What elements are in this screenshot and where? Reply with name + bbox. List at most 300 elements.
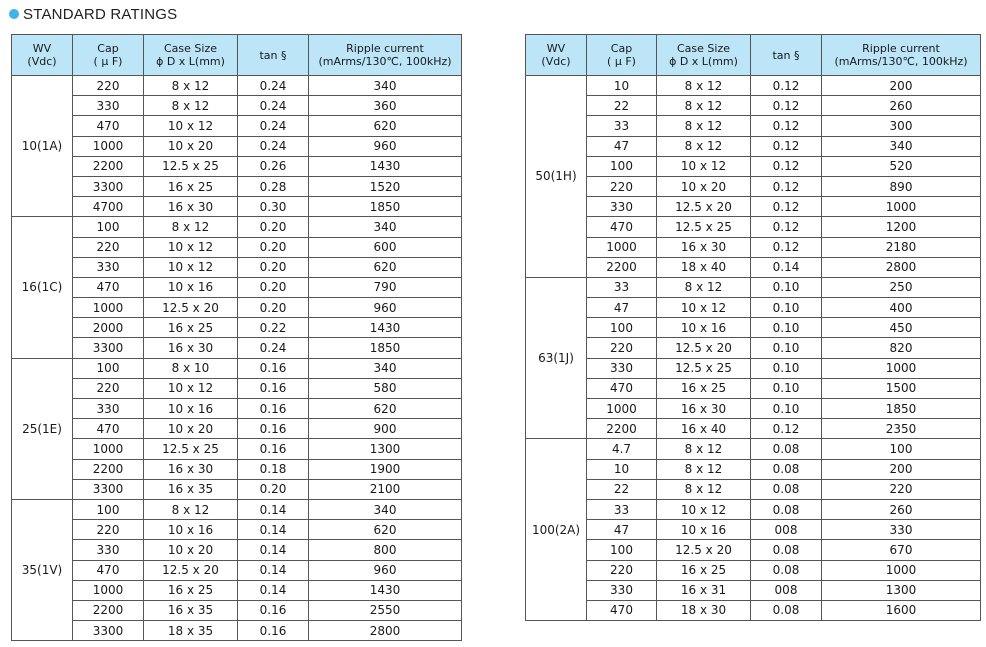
table-row <box>526 358 981 378</box>
ripple-current-cell: 620 <box>309 116 462 136</box>
ripple-current-cell: 1000 <box>822 197 981 217</box>
ripple-current-cell: 820 <box>822 338 981 358</box>
wv-cell: 50(1H) <box>526 76 587 278</box>
case-size-cell: 10 x 12 <box>657 499 751 519</box>
case-size-cell: 8 x 12 <box>657 96 751 116</box>
tan-cell: 0.10 <box>751 399 822 419</box>
ripple-current-cell: 1430 <box>309 156 462 176</box>
tan-cell: 0.14 <box>238 580 309 600</box>
case-size-cell: 8 x 12 <box>657 116 751 136</box>
table-row <box>526 156 981 176</box>
table-row <box>12 600 462 620</box>
tan-cell: 008 <box>751 520 822 540</box>
table-row <box>526 520 981 540</box>
wv-cell: 25(1E) <box>12 358 73 499</box>
tan-cell: 0.14 <box>238 499 309 519</box>
ripple-current-cell: 340 <box>822 136 981 156</box>
case-size-cell: 8 x 12 <box>144 76 238 96</box>
table-row <box>12 277 462 297</box>
tan-cell: 0.08 <box>751 499 822 519</box>
cap-cell: 220 <box>587 176 657 196</box>
cap-cell: 33 <box>587 277 657 297</box>
table-row <box>12 399 462 419</box>
tan-cell: 0.12 <box>751 156 822 176</box>
ripple-current-cell: 1900 <box>309 459 462 479</box>
ripple-current-cell: 1850 <box>309 338 462 358</box>
table-row <box>526 540 981 560</box>
case-size-cell: 10 x 16 <box>144 520 238 540</box>
cap-cell: 2000 <box>73 318 144 338</box>
case-size-cell: 12.5 x 25 <box>657 358 751 378</box>
table-row <box>12 318 462 338</box>
cap-cell: 3300 <box>73 176 144 196</box>
cap-cell: 470 <box>587 378 657 398</box>
table-row <box>12 520 462 540</box>
cap-cell: 100 <box>73 217 144 237</box>
tan-cell: 0.12 <box>751 419 822 439</box>
header-wv: WV (Vdc) <box>526 35 587 76</box>
cap-cell: 3300 <box>73 338 144 358</box>
tan-cell: 0.14 <box>238 540 309 560</box>
tan-cell: 0.26 <box>238 156 309 176</box>
tan-cell: 0.24 <box>238 116 309 136</box>
ripple-current-cell: 620 <box>309 399 462 419</box>
tan-cell: 0.12 <box>751 136 822 156</box>
header-wv: WV (Vdc) <box>12 35 73 76</box>
tan-cell: 0.12 <box>751 76 822 96</box>
table-row <box>526 176 981 196</box>
case-size-cell: 16 x 30 <box>657 237 751 257</box>
ripple-current-cell: 2100 <box>309 479 462 499</box>
cap-cell: 330 <box>73 96 144 116</box>
cap-cell: 1000 <box>73 580 144 600</box>
table-row <box>12 197 462 217</box>
case-size-cell: 10 x 20 <box>144 136 238 156</box>
ripple-current-cell: 300 <box>822 116 981 136</box>
table-row <box>526 580 981 600</box>
ripple-current-cell: 200 <box>822 459 981 479</box>
ripple-current-cell: 1850 <box>309 197 462 217</box>
table-row <box>12 479 462 499</box>
tan-cell: 0.20 <box>238 298 309 318</box>
cap-cell: 100 <box>587 318 657 338</box>
cap-cell: 100 <box>73 499 144 519</box>
table-row <box>12 358 462 378</box>
cap-cell: 10 <box>587 459 657 479</box>
table-row <box>526 338 981 358</box>
case-size-cell: 10 x 12 <box>657 156 751 176</box>
tan-cell: 0.22 <box>238 318 309 338</box>
cap-cell: 2200 <box>73 459 144 479</box>
case-size-cell: 8 x 12 <box>144 96 238 116</box>
case-size-cell: 8 x 12 <box>657 136 751 156</box>
tan-cell: 0.14 <box>238 560 309 580</box>
ripple-current-cell: 580 <box>309 378 462 398</box>
table-row <box>12 96 462 116</box>
cap-cell: 47 <box>587 520 657 540</box>
tan-cell: 0.24 <box>238 96 309 116</box>
table-row <box>526 96 981 116</box>
section-heading-text: STANDARD RATINGS <box>23 5 178 23</box>
table-row <box>12 419 462 439</box>
case-size-cell: 8 x 12 <box>657 76 751 96</box>
tan-cell: 0.14 <box>238 520 309 540</box>
case-size-cell: 16 x 30 <box>144 197 238 217</box>
ripple-current-cell: 340 <box>309 76 462 96</box>
cap-cell: 1000 <box>73 298 144 318</box>
ripple-current-cell: 2350 <box>822 419 981 439</box>
cap-cell: 47 <box>587 136 657 156</box>
tan-cell: 0.28 <box>238 176 309 196</box>
table-row <box>12 217 462 237</box>
table-row <box>526 76 981 96</box>
table-row <box>12 257 462 277</box>
table-row <box>12 136 462 156</box>
ripple-current-cell: 220 <box>822 479 981 499</box>
table-row <box>12 540 462 560</box>
header-case-size: Case Size ϕ D x L(mm) <box>144 35 238 76</box>
table-row <box>12 176 462 196</box>
tan-cell: 0.10 <box>751 338 822 358</box>
table-row <box>526 378 981 398</box>
ripple-current-cell: 670 <box>822 540 981 560</box>
ripple-current-cell: 100 <box>822 439 981 459</box>
ripple-current-cell: 1850 <box>822 399 981 419</box>
ripple-current-cell: 340 <box>309 358 462 378</box>
table-row <box>12 439 462 459</box>
tan-cell: 0.16 <box>238 378 309 398</box>
tan-cell: 0.08 <box>751 459 822 479</box>
wv-cell: 16(1C) <box>12 217 73 358</box>
case-size-cell: 16 x 30 <box>144 459 238 479</box>
tan-cell: 0.08 <box>751 439 822 459</box>
case-size-cell: 16 x 35 <box>144 600 238 620</box>
tan-cell: 0.16 <box>238 419 309 439</box>
case-size-cell: 12.5 x 25 <box>657 217 751 237</box>
tan-cell: 0.12 <box>751 96 822 116</box>
table-row <box>526 217 981 237</box>
tan-cell: 0.12 <box>751 237 822 257</box>
tan-cell: 0.12 <box>751 197 822 217</box>
tan-cell: 0.10 <box>751 378 822 398</box>
case-size-cell: 10 x 16 <box>144 399 238 419</box>
case-size-cell: 16 x 25 <box>657 560 751 580</box>
cap-cell: 33 <box>587 499 657 519</box>
header-case-size: Case Size ϕ D x L(mm) <box>657 35 751 76</box>
ripple-current-cell: 800 <box>309 540 462 560</box>
ripple-current-cell: 600 <box>309 237 462 257</box>
case-size-cell: 16 x 31 <box>657 580 751 600</box>
case-size-cell: 18 x 35 <box>144 621 238 641</box>
ratings-body-left <box>12 76 462 641</box>
case-size-cell: 10 x 20 <box>657 176 751 196</box>
table-row <box>526 136 981 156</box>
case-size-cell: 16 x 30 <box>144 338 238 358</box>
cap-cell: 100 <box>587 540 657 560</box>
case-size-cell: 12.5 x 20 <box>657 540 751 560</box>
tan-cell: 0.20 <box>238 217 309 237</box>
header-cap: Cap ( μ F) <box>587 35 657 76</box>
ratings-table-right <box>525 34 981 621</box>
cap-cell: 3300 <box>73 621 144 641</box>
case-size-cell: 12.5 x 25 <box>144 156 238 176</box>
table-row <box>526 459 981 479</box>
ripple-current-cell: 900 <box>309 419 462 439</box>
cap-cell: 4700 <box>73 197 144 217</box>
case-size-cell: 10 x 12 <box>144 116 238 136</box>
header-cap: Cap ( μ F) <box>73 35 144 76</box>
cap-cell: 220 <box>73 237 144 257</box>
tan-cell: 0.24 <box>238 338 309 358</box>
cap-cell: 470 <box>73 419 144 439</box>
tan-cell: 0.16 <box>238 621 309 641</box>
table-row <box>526 600 981 620</box>
table-row <box>526 197 981 217</box>
tan-cell: 0.18 <box>238 459 309 479</box>
cap-cell: 220 <box>587 338 657 358</box>
table-row <box>12 378 462 398</box>
case-size-cell: 8 x 12 <box>657 439 751 459</box>
table-row <box>526 439 981 459</box>
ripple-current-cell: 1300 <box>309 439 462 459</box>
ripple-current-cell: 960 <box>309 298 462 318</box>
cap-cell: 100 <box>73 358 144 378</box>
cap-cell: 1000 <box>587 399 657 419</box>
ripple-current-cell: 2180 <box>822 237 981 257</box>
ripple-current-cell: 360 <box>309 96 462 116</box>
case-size-cell: 12.5 x 20 <box>657 197 751 217</box>
ripple-current-cell: 2550 <box>309 600 462 620</box>
table-row <box>12 237 462 257</box>
tan-cell: 0.24 <box>238 136 309 156</box>
cap-cell: 1000 <box>73 136 144 156</box>
cap-cell: 470 <box>73 277 144 297</box>
tan-cell: 0.08 <box>751 560 822 580</box>
case-size-cell: 10 x 12 <box>657 298 751 318</box>
table-row <box>526 499 981 519</box>
table-row <box>12 499 462 519</box>
wv-cell: 100(2A) <box>526 439 587 621</box>
cap-cell: 470 <box>73 560 144 580</box>
cap-cell: 330 <box>587 197 657 217</box>
tan-cell: 0.12 <box>751 176 822 196</box>
section-heading <box>9 4 177 24</box>
case-size-cell: 12.5 x 20 <box>144 298 238 318</box>
ripple-current-cell: 330 <box>822 520 981 540</box>
header-tan: tan § <box>238 35 309 76</box>
ripple-current-cell: 1430 <box>309 318 462 338</box>
ripple-current-cell: 1000 <box>822 358 981 378</box>
tan-cell: 0.30 <box>238 197 309 217</box>
ripple-current-cell: 890 <box>822 176 981 196</box>
cap-cell: 220 <box>73 520 144 540</box>
cap-cell: 2200 <box>73 600 144 620</box>
table-row <box>12 116 462 136</box>
table-row <box>12 298 462 318</box>
table-row <box>12 621 462 641</box>
cap-cell: 47 <box>587 298 657 318</box>
table-row <box>12 560 462 580</box>
ripple-current-cell: 2800 <box>822 257 981 277</box>
cap-cell: 220 <box>73 378 144 398</box>
wv-cell: 63(1J) <box>526 277 587 439</box>
tan-cell: 0.08 <box>751 540 822 560</box>
case-size-cell: 12.5 x 20 <box>144 560 238 580</box>
table-row <box>526 298 981 318</box>
table-row <box>526 419 981 439</box>
ripple-current-cell: 1520 <box>309 176 462 196</box>
ripple-current-cell: 260 <box>822 96 981 116</box>
tan-cell: 0.20 <box>238 257 309 277</box>
table-row <box>526 277 981 297</box>
cap-cell: 22 <box>587 96 657 116</box>
cap-cell: 330 <box>73 399 144 419</box>
header-tan: tan § <box>751 35 822 76</box>
case-size-cell: 12.5 x 25 <box>144 439 238 459</box>
case-size-cell: 12.5 x 20 <box>657 338 751 358</box>
ratings-body-right <box>526 76 981 621</box>
tan-cell: 0.08 <box>751 600 822 620</box>
tan-cell: 0.10 <box>751 358 822 378</box>
table-row <box>12 76 462 96</box>
table-header-row <box>526 35 981 76</box>
ripple-current-cell: 620 <box>309 257 462 277</box>
wv-cell: 10(1A) <box>12 76 73 217</box>
ratings-table-left <box>11 34 462 641</box>
cap-cell: 470 <box>587 600 657 620</box>
ripple-current-cell: 450 <box>822 318 981 338</box>
tan-cell: 0.14 <box>751 257 822 277</box>
cap-cell: 220 <box>587 560 657 580</box>
ripple-current-cell: 1430 <box>309 580 462 600</box>
ripple-current-cell: 1500 <box>822 378 981 398</box>
tan-cell: 0.16 <box>238 399 309 419</box>
case-size-cell: 16 x 35 <box>144 479 238 499</box>
case-size-cell: 10 x 16 <box>657 520 751 540</box>
ripple-current-cell: 520 <box>822 156 981 176</box>
case-size-cell: 10 x 12 <box>144 257 238 277</box>
ripple-current-cell: 260 <box>822 499 981 519</box>
cap-cell: 100 <box>587 156 657 176</box>
cap-cell: 10 <box>587 76 657 96</box>
ripple-current-cell: 200 <box>822 76 981 96</box>
case-size-cell: 16 x 25 <box>144 318 238 338</box>
table-row <box>526 479 981 499</box>
cap-cell: 2200 <box>73 156 144 176</box>
case-size-cell: 8 x 12 <box>144 217 238 237</box>
case-size-cell: 8 x 12 <box>657 277 751 297</box>
case-size-cell: 18 x 30 <box>657 600 751 620</box>
table-row <box>526 237 981 257</box>
tan-cell: 0.10 <box>751 318 822 338</box>
case-size-cell: 8 x 12 <box>144 499 238 519</box>
cap-cell: 330 <box>73 540 144 560</box>
ripple-current-cell: 960 <box>309 560 462 580</box>
cap-cell: 470 <box>587 217 657 237</box>
ripple-current-cell: 250 <box>822 277 981 297</box>
cap-cell: 330 <box>73 257 144 277</box>
case-size-cell: 8 x 10 <box>144 358 238 378</box>
case-size-cell: 16 x 25 <box>144 176 238 196</box>
wv-cell: 35(1V) <box>12 499 73 640</box>
case-size-cell: 10 x 20 <box>144 419 238 439</box>
ripple-current-cell: 1000 <box>822 560 981 580</box>
header-ripple-current: Ripple current (mArms/130℃, 100kHz) <box>309 35 462 76</box>
table-row <box>526 257 981 277</box>
case-size-cell: 10 x 12 <box>144 378 238 398</box>
tan-cell: 0.24 <box>238 76 309 96</box>
tan-cell: 0.20 <box>238 237 309 257</box>
cap-cell: 4.7 <box>587 439 657 459</box>
tan-cell: 0.12 <box>751 217 822 237</box>
tan-cell: 0.16 <box>238 358 309 378</box>
tan-cell: 0.10 <box>751 277 822 297</box>
tan-cell: 0.12 <box>751 116 822 136</box>
header-ripple-current: Ripple current (mArms/130℃, 100kHz) <box>822 35 981 76</box>
case-size-cell: 10 x 20 <box>144 540 238 560</box>
cap-cell: 2200 <box>587 257 657 277</box>
cap-cell: 33 <box>587 116 657 136</box>
cap-cell: 1000 <box>587 237 657 257</box>
tan-cell: 0.20 <box>238 277 309 297</box>
ripple-current-cell: 1200 <box>822 217 981 237</box>
tan-cell: 0.16 <box>238 600 309 620</box>
tan-cell: 0.10 <box>751 298 822 318</box>
table-row <box>12 580 462 600</box>
ripple-current-cell: 960 <box>309 136 462 156</box>
ripple-current-cell: 620 <box>309 520 462 540</box>
case-size-cell: 16 x 30 <box>657 399 751 419</box>
cap-cell: 330 <box>587 580 657 600</box>
case-size-cell: 8 x 12 <box>657 459 751 479</box>
table-row <box>12 459 462 479</box>
case-size-cell: 10 x 16 <box>657 318 751 338</box>
table-row <box>12 338 462 358</box>
table-header-row <box>12 35 462 76</box>
cap-cell: 1000 <box>73 439 144 459</box>
case-size-cell: 10 x 16 <box>144 277 238 297</box>
case-size-cell: 16 x 25 <box>144 580 238 600</box>
cap-cell: 3300 <box>73 479 144 499</box>
tan-cell: 0.08 <box>751 479 822 499</box>
tan-cell: 0.20 <box>238 479 309 499</box>
ripple-current-cell: 340 <box>309 499 462 519</box>
ripple-current-cell: 400 <box>822 298 981 318</box>
table-row <box>526 116 981 136</box>
cap-cell: 2200 <box>587 419 657 439</box>
tan-cell: 008 <box>751 580 822 600</box>
table-row <box>526 560 981 580</box>
case-size-cell: 18 x 40 <box>657 257 751 277</box>
cap-cell: 220 <box>73 76 144 96</box>
ripple-current-cell: 790 <box>309 277 462 297</box>
tan-cell: 0.16 <box>238 439 309 459</box>
cap-cell: 470 <box>73 116 144 136</box>
ripple-current-cell: 340 <box>309 217 462 237</box>
cap-cell: 330 <box>587 358 657 378</box>
case-size-cell: 16 x 40 <box>657 419 751 439</box>
table-row <box>12 156 462 176</box>
ripple-current-cell: 1600 <box>822 600 981 620</box>
bullet-dot-icon <box>9 9 19 19</box>
ripple-current-cell: 1300 <box>822 580 981 600</box>
case-size-cell: 10 x 12 <box>144 237 238 257</box>
case-size-cell: 8 x 12 <box>657 479 751 499</box>
case-size-cell: 16 x 25 <box>657 378 751 398</box>
cap-cell: 22 <box>587 479 657 499</box>
table-row <box>526 399 981 419</box>
ripple-current-cell: 2800 <box>309 621 462 641</box>
